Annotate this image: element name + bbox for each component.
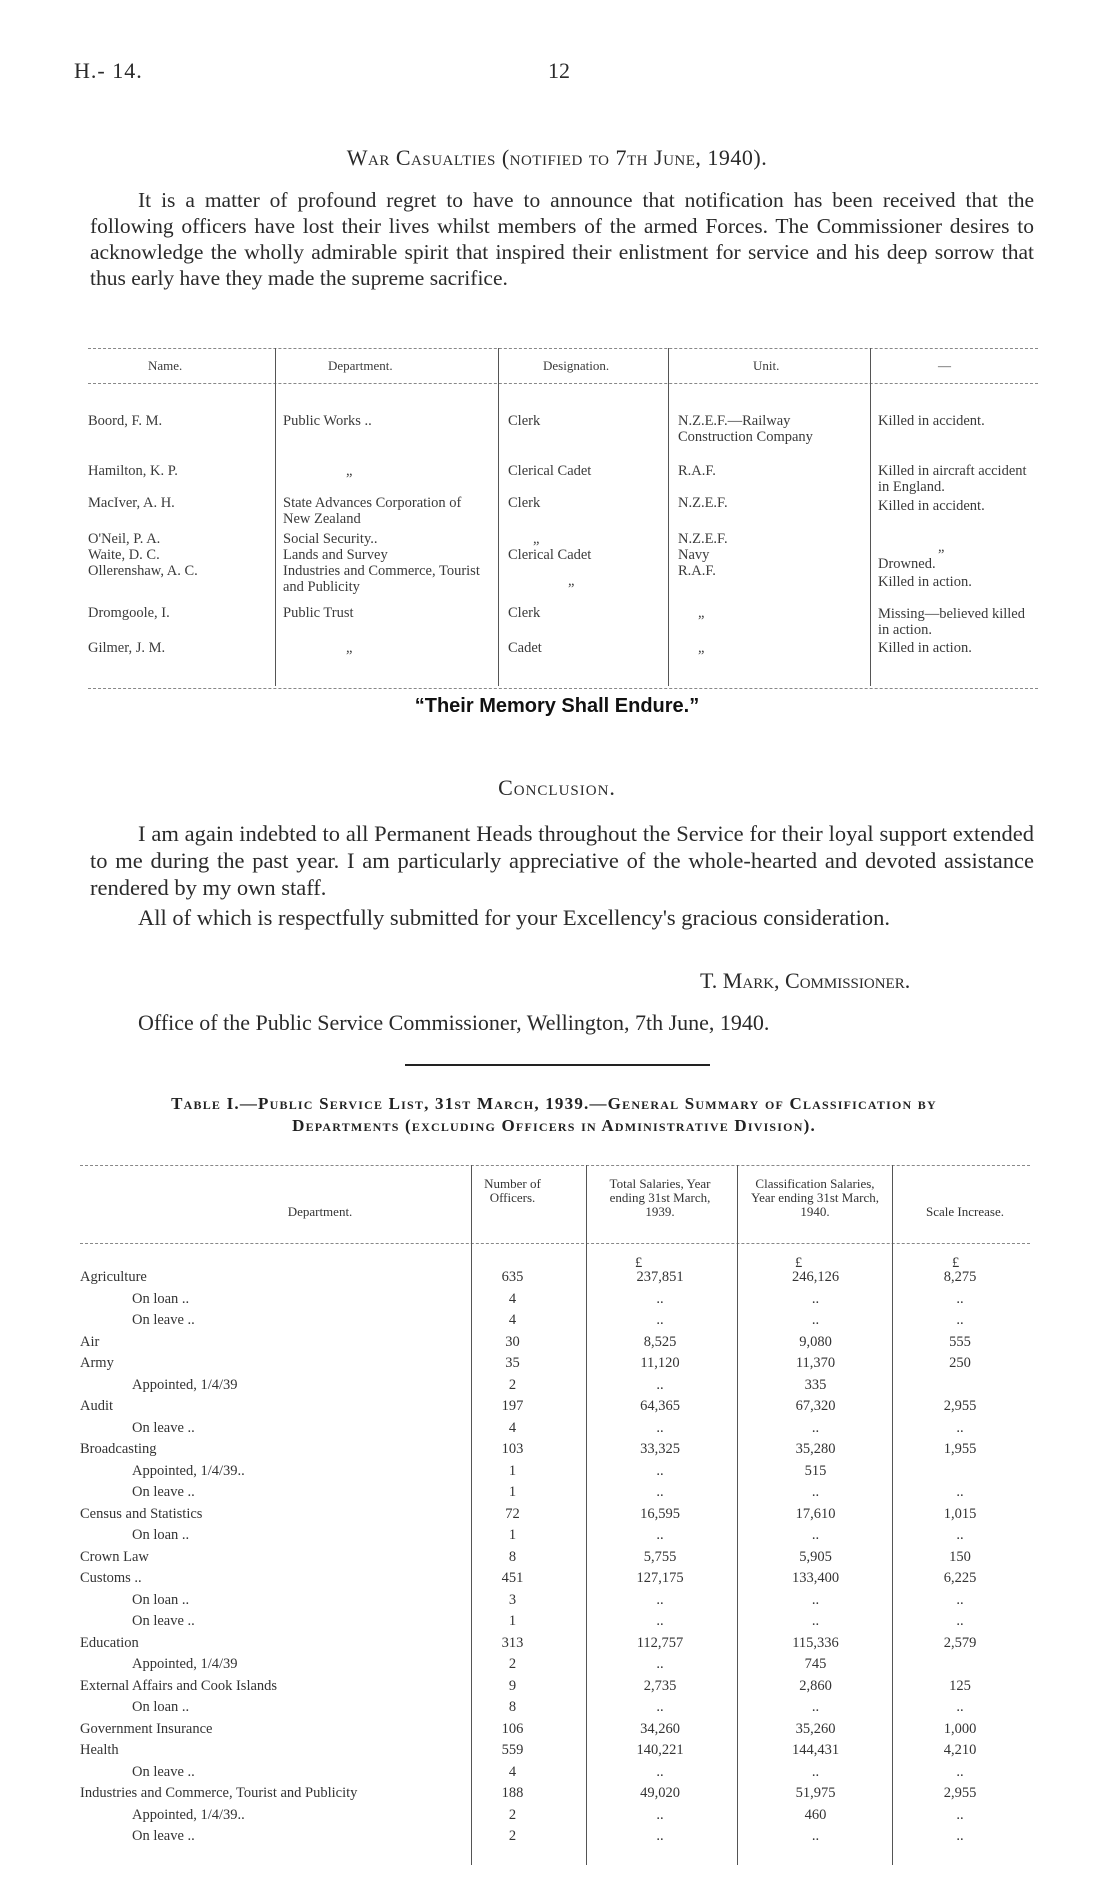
table-cell-class: 17,610 — [795, 1505, 836, 1522]
table-row-label: On leave .. — [132, 1613, 195, 1629]
table-cell-total: 5,755 — [643, 1548, 677, 1565]
table-cell-class: .. — [811, 1828, 820, 1844]
document-reference: H.- 14. — [74, 58, 143, 83]
table-row-label: Air — [80, 1333, 100, 1350]
table-cell-total: 16,595 — [640, 1505, 680, 1522]
table-row-label: Census and Statistics — [80, 1505, 203, 1522]
table-cell-total: 34,260 — [640, 1720, 680, 1737]
casualty-department: Public Trust — [283, 605, 354, 621]
table-row-label: Industries and Commerce, Tourist and Publicity — [80, 1785, 358, 1801]
casualty-department: „ — [346, 463, 353, 479]
table-cell-scale: .. — [956, 1591, 964, 1608]
table-row-label: On leave .. — [132, 1763, 195, 1780]
table1-title — [74, 1093, 1034, 1137]
table-cell-officers: 106 — [501, 1720, 524, 1737]
casualty-name: Ollerenshaw, A. C. — [88, 563, 198, 579]
table-cell-officers: 3 — [508, 1591, 517, 1608]
casualty-unit: „ — [698, 640, 705, 656]
table-cell-total: .. — [656, 1376, 664, 1393]
table-row-label: Health — [80, 1742, 119, 1758]
table-row-label: On loan .. — [132, 1290, 190, 1307]
table-cell-total: .. — [656, 1419, 664, 1436]
table-cell-officers: 197 — [501, 1398, 524, 1414]
casualty-unit: R.A.F. — [678, 463, 716, 479]
table-cell-scale: 555 — [949, 1333, 971, 1350]
table-cell-total: 140,221 — [636, 1742, 684, 1758]
currency-symbol: £ — [795, 1255, 803, 1271]
table-cell-scale: .. — [956, 1613, 964, 1629]
casualty-name: Dromgoole, I. — [88, 605, 170, 621]
table-cell-total: .. — [656, 1656, 664, 1672]
table-cell-officers: 559 — [501, 1742, 524, 1758]
table-cell-class: .. — [811, 1763, 820, 1780]
table1-title-line1: Table I.—Public Service List, 31st March, 1939.—General Summary of Classification by — [171, 1094, 937, 1113]
table-cell-scale: 150 — [949, 1548, 971, 1565]
table-cell-total: 64,365 — [640, 1398, 680, 1414]
casualty-department: State Advances Corporation of New Zealand — [283, 495, 462, 527]
table-cell-class: 2,860 — [799, 1677, 832, 1694]
table-row-label: Appointed, 1/4/39.. — [132, 1462, 245, 1479]
table-cell-class: .. — [811, 1290, 820, 1307]
casualty-designation: Clerk — [508, 413, 541, 429]
table-cell-scale: 8,275 — [943, 1269, 977, 1285]
table-row-label: On leave .. — [132, 1419, 195, 1436]
section-divider — [405, 1064, 710, 1066]
table-cell-total: .. — [656, 1806, 664, 1823]
casualty-remark: Killed in action. — [878, 640, 972, 656]
table-row-label: On leave .. — [132, 1312, 195, 1328]
table-cell-class: 745 — [804, 1656, 827, 1672]
table-row-label: Agriculture — [80, 1269, 147, 1285]
table-cell-total: .. — [656, 1290, 664, 1307]
table-cell-scale: 4,210 — [943, 1742, 977, 1758]
table-cell-officers: 103 — [501, 1441, 524, 1457]
table-cell-class: 9,080 — [799, 1333, 832, 1350]
casualty-remark: Killed in accident. — [878, 413, 985, 429]
col-unit-header: Unit. — [753, 358, 780, 373]
currency-symbol: £ — [635, 1255, 643, 1271]
table-cell-officers: 313 — [501, 1634, 524, 1651]
table-cell-scale: .. — [956, 1806, 964, 1823]
table-row-label: On loan .. — [132, 1527, 190, 1543]
table-cell-scale: .. — [956, 1699, 964, 1715]
casualty-name: Gilmer, J. M. — [88, 640, 166, 656]
table-cell-scale: 1,955 — [943, 1441, 977, 1457]
casualty-remark: Missing—believed killed in action. — [878, 606, 1025, 638]
table-cell-total: 49,020 — [640, 1785, 680, 1801]
table-cell-class: 144,431 — [791, 1742, 840, 1758]
table-row-label: Customs .. — [80, 1570, 142, 1586]
table-cell-total: .. — [656, 1462, 664, 1479]
table-cell-class: 133,400 — [791, 1570, 840, 1586]
table-cell-officers: 8 — [508, 1699, 517, 1715]
casualty-remark: Killed in action. — [878, 574, 972, 590]
table-cell-class: 246,126 — [791, 1269, 840, 1285]
table-cell-scale: .. — [956, 1484, 964, 1500]
casualty-unit: N.Z.E.F.—Railway Construction Company — [678, 413, 813, 445]
table-cell-total: 2,735 — [643, 1677, 677, 1694]
table-cell-class: 67,320 — [795, 1398, 836, 1414]
table-cell-total: .. — [656, 1312, 664, 1328]
casualty-remark: Killed in accident. — [878, 498, 985, 514]
table1 — [80, 1165, 1030, 1865]
table-cell-class: 335 — [804, 1376, 827, 1393]
table-cell-scale: .. — [956, 1419, 964, 1436]
casualty-department: Social Security.. — [283, 531, 378, 547]
signature: T. Mark, Commissioner. — [700, 968, 911, 993]
table-cell-officers: 1 — [508, 1484, 517, 1500]
table-cell-scale: .. — [956, 1290, 964, 1307]
table-cell-officers: 72 — [505, 1505, 520, 1522]
table-row-label: On loan .. — [132, 1591, 190, 1608]
casualty-department: Industries and Commerce, Tourist and Publicity — [283, 563, 480, 595]
table-row-label: Education — [80, 1634, 139, 1651]
table-cell-total: 8,525 — [643, 1333, 677, 1350]
table-cell-officers: 2 — [508, 1376, 517, 1393]
conclusion-paragraph-2: All of which is respectfully submitted for your Excellency's gracious consideration. — [138, 905, 890, 930]
casualty-designation: Clerk — [508, 495, 541, 511]
table-cell-total: .. — [656, 1527, 664, 1543]
table-cell-class: .. — [811, 1699, 820, 1715]
memory-caption: “Their Memory Shall Endure.” — [414, 695, 700, 717]
table-cell-total: 11,120 — [640, 1355, 680, 1371]
table1-header-total: Total Salaries, Year ending 31st March, 1939. — [609, 1176, 711, 1219]
table-cell-officers: 4 — [508, 1290, 517, 1307]
table-cell-scale: 2,579 — [943, 1634, 977, 1651]
table-cell-scale: .. — [956, 1527, 964, 1543]
casualty-designation: Clerical Cadet — [508, 547, 592, 563]
war-casualties-title: War Casualties (notified to 7th June, 1940). — [346, 145, 768, 170]
table-cell-class: 51,975 — [795, 1785, 836, 1801]
table-cell-officers: 451 — [501, 1570, 524, 1586]
table-cell-class: 35,280 — [795, 1441, 836, 1457]
casualty-name: MacIver, A. H. — [88, 495, 175, 511]
table-cell-scale: .. — [956, 1312, 964, 1328]
table-cell-class: .. — [811, 1484, 820, 1500]
table-row-label: Broadcasting — [80, 1441, 157, 1457]
table1-header-scale: Scale Increase. — [926, 1204, 1004, 1219]
table-cell-total: .. — [656, 1828, 664, 1844]
table-cell-officers: 1 — [508, 1527, 517, 1543]
table1-header-classification: Classification Salaries, Year ending 31st March, 1940. — [751, 1176, 879, 1219]
casualty-unit: Navy — [678, 547, 710, 563]
table-cell-class: .. — [811, 1527, 820, 1543]
table-cell-officers: 9 — [508, 1677, 517, 1694]
casualty-remark: Killed in aircraft accident in England. — [878, 463, 1027, 495]
table-cell-scale: .. — [956, 1828, 964, 1844]
casualty-name: O'Neil, P. A. — [88, 531, 161, 547]
casualty-remark: Drowned. — [878, 556, 936, 572]
table-cell-scale: .. — [956, 1763, 964, 1780]
table-cell-class: 5,905 — [799, 1548, 832, 1565]
table-cell-scale: 250 — [949, 1355, 971, 1371]
casualty-unit: „ — [698, 605, 705, 621]
col-department-header: Department. — [328, 358, 393, 373]
table-cell-class: .. — [811, 1591, 820, 1608]
table-cell-officers: 8 — [508, 1548, 517, 1565]
war-casualties-intro: It is a matter of profound regret to have to announce that notification has been received that the following officers have lost their lives whilst members of the armed Forces. The Commissioner desires to acknowledge the wholly admirable spirit that inspired their enlistment for service and his deep sorrow that thus early have they made the supreme sacrifice. — [90, 188, 1034, 290]
currency-symbol: £ — [952, 1255, 960, 1271]
casualty-designation: Clerical Cadet — [508, 463, 592, 479]
table-cell-class: 460 — [804, 1806, 827, 1823]
casualty-designation: „ — [568, 573, 575, 589]
table-cell-total: 33,325 — [640, 1441, 680, 1457]
table-cell-officers: 4 — [508, 1419, 517, 1436]
table-row-label: Audit — [80, 1398, 114, 1414]
office-line: Office of the Public Service Commissioner, Wellington, 7th June, 1940. — [138, 1010, 770, 1035]
table-cell-total: 127,175 — [636, 1570, 684, 1586]
table-cell-total: 237,851 — [636, 1269, 684, 1285]
casualty-unit: R.A.F. — [678, 563, 716, 579]
casualty-department: „ — [346, 640, 353, 656]
table-cell-scale: 1,015 — [943, 1505, 977, 1522]
table-cell-officers: 30 — [505, 1333, 520, 1350]
table-cell-officers: 2 — [508, 1806, 517, 1823]
table-row-label: On leave .. — [132, 1828, 195, 1844]
table-row-label: On leave .. — [132, 1484, 195, 1500]
table-cell-class: 515 — [804, 1462, 827, 1479]
table-cell-scale: 125 — [949, 1677, 971, 1694]
table-cell-officers: 4 — [508, 1312, 517, 1328]
table-cell-class: 35,260 — [795, 1720, 836, 1737]
col-name-header: Name. — [148, 358, 183, 373]
table1-title-line2: Departments (excluding Officers in Administrative Division). — [292, 1116, 816, 1135]
casualty-unit: N.Z.E.F. — [678, 495, 728, 511]
table-cell-class: .. — [811, 1419, 820, 1436]
table-cell-class: .. — [811, 1613, 820, 1629]
table-cell-officers: 35 — [505, 1355, 520, 1371]
casualties-table — [88, 348, 1038, 688]
table-cell-officers: 635 — [501, 1269, 524, 1285]
table-cell-officers: 2 — [508, 1828, 517, 1844]
col-remark-header: — — [938, 358, 951, 373]
casualty-name: Waite, D. C. — [88, 547, 160, 563]
table-cell-class: .. — [811, 1312, 820, 1328]
table-cell-total: .. — [656, 1484, 664, 1500]
casualty-name: Hamilton, K. P. — [88, 463, 178, 479]
table-cell-officers: 4 — [508, 1763, 517, 1780]
casualty-remark: „ — [938, 539, 945, 555]
table-row-label: On loan .. — [132, 1699, 190, 1715]
conclusion-title: Conclusion. — [498, 775, 616, 800]
col-designation-header: Designation. — [543, 358, 610, 373]
casualty-designation: Clerk — [508, 605, 541, 621]
conclusion-paragraph-1: I am again indebted to all Permanent Heads throughout the Service for their loyal support extended to me during the past year. I am particularly appreciative of the whole-hearted and devoted assistance rendered by my own staff. — [90, 821, 1034, 900]
table-row-label: Crown Law — [80, 1548, 149, 1565]
table-cell-officers: 2 — [508, 1656, 517, 1672]
table-cell-officers: 1 — [508, 1462, 517, 1479]
table-cell-scale: 6,225 — [943, 1570, 977, 1586]
table1-header-department: Department. — [287, 1204, 353, 1219]
table-cell-scale: 2,955 — [943, 1785, 977, 1801]
table-cell-class: 11,370 — [795, 1355, 836, 1371]
casualty-designation: „ — [533, 531, 540, 547]
table-cell-total: .. — [656, 1591, 664, 1608]
casualty-department: Public Works .. — [283, 413, 372, 429]
table-row-label: Government Insurance — [80, 1720, 213, 1737]
casualty-name: Boord, F. M. — [88, 413, 163, 429]
table-row-label: Appointed, 1/4/39 — [132, 1656, 238, 1672]
table-row-label: Appointed, 1/4/39.. — [132, 1806, 245, 1823]
table-row-label: Appointed, 1/4/39 — [132, 1376, 238, 1393]
casualty-unit: N.Z.E.F. — [678, 531, 728, 547]
table-cell-scale: 1,000 — [943, 1720, 977, 1737]
table-cell-total: .. — [656, 1763, 664, 1780]
casualty-designation: Cadet — [508, 640, 542, 656]
table-row-label: Army — [80, 1355, 114, 1371]
table-cell-class: 115,336 — [792, 1634, 839, 1651]
page-number: 12 — [548, 58, 570, 83]
table-row-label: External Affairs and Cook Islands — [80, 1677, 278, 1694]
table-cell-total: .. — [656, 1613, 664, 1629]
table-cell-total: 112,757 — [636, 1634, 684, 1651]
casualty-department: Lands and Survey — [283, 547, 388, 563]
table-cell-total: .. — [656, 1699, 664, 1715]
table-cell-scale: 2,955 — [943, 1398, 977, 1414]
table-cell-officers: 1 — [508, 1613, 517, 1629]
table1-header-officers: Number of Officers. — [484, 1176, 541, 1205]
table-cell-officers: 188 — [501, 1785, 524, 1801]
